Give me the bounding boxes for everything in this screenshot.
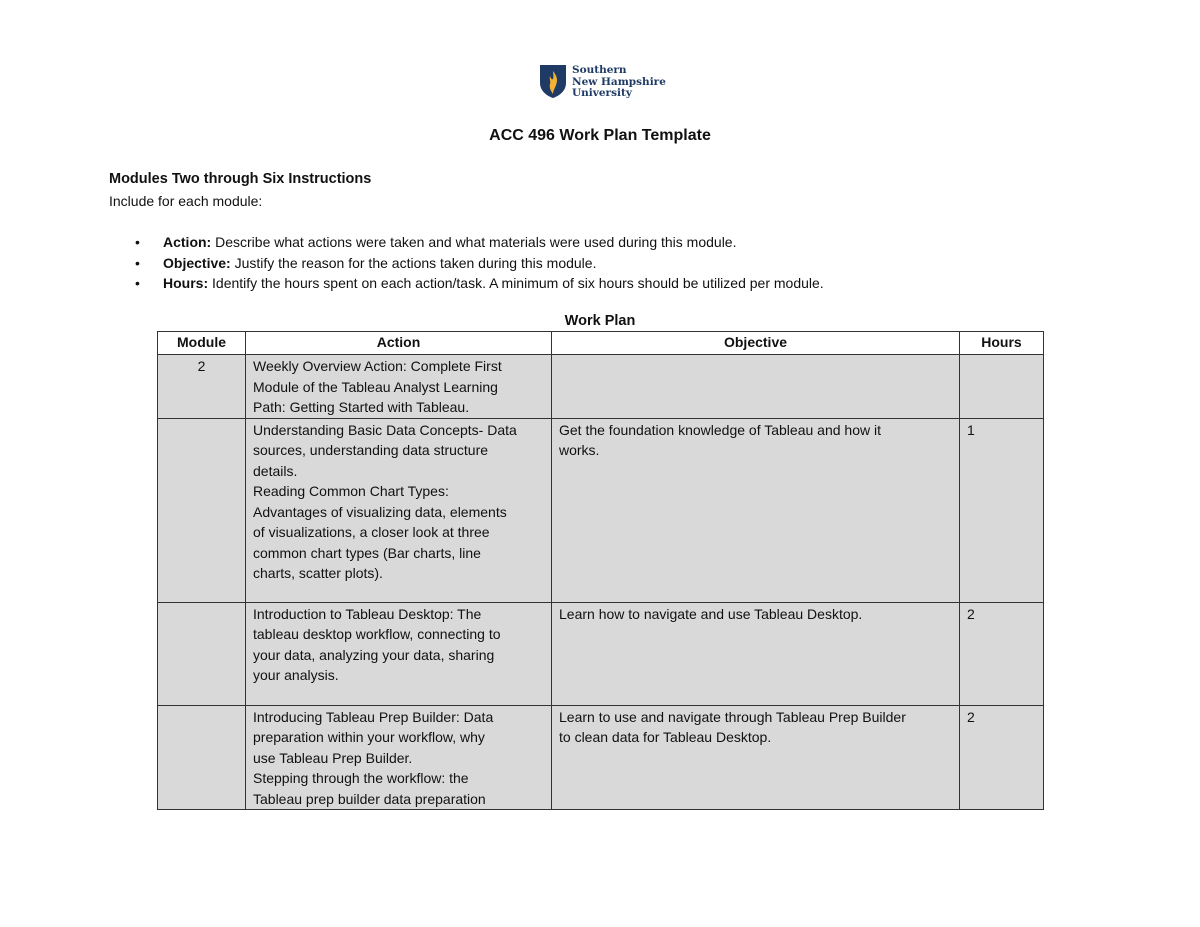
logo-line: University — [572, 87, 632, 99]
bullet-icon: • — [135, 234, 140, 250]
bullet-icon: • — [135, 275, 140, 291]
action-line: Module of the Tableau Analyst Learning — [253, 378, 498, 395]
action-line: details. — [253, 462, 298, 479]
column-header-hours: Hours — [960, 332, 1044, 355]
action-line: Introducing Tableau Prep Builder: Data — [253, 708, 494, 725]
action-line: Tableau prep builder data preparation — [253, 790, 486, 807]
bullet-term: Objective: — [163, 254, 231, 271]
table-row — [158, 418, 1044, 602]
list-item — [109, 253, 824, 274]
bullet-text: Describe what actions were taken and what materials were used during this module. — [211, 234, 737, 250]
module-cell: 2 — [158, 355, 246, 419]
action-cell — [246, 418, 552, 602]
instructions-intro: Include for each module: — [109, 193, 263, 209]
column-header-objective: Objective — [552, 332, 960, 355]
column-header-action: Action — [246, 332, 552, 355]
action-line: use Tableau Prep Builder. — [253, 749, 413, 766]
bullet-term: Hours: — [163, 275, 209, 291]
hours-cell: 2 — [960, 705, 1044, 810]
objective-cell — [552, 355, 960, 419]
objective-line: Get the foundation knowledge of Tableau and how it — [559, 421, 881, 438]
bullet-text: Justify the reason for the actions taken during this module. — [230, 254, 597, 271]
module-cell — [158, 705, 246, 810]
bullet-icon: • — [135, 254, 140, 271]
objective-line: Learn to use and navigate through Tableau Prep Builder — [559, 708, 906, 725]
logo-line: New Hampshire — [572, 75, 666, 88]
table-row — [158, 355, 1044, 419]
module-cell — [158, 418, 246, 602]
objective-cell — [552, 602, 960, 705]
table-caption: Work Plan — [564, 313, 636, 329]
action-line: Advantages of visualizing data, elements — [253, 503, 507, 520]
action-line: charts, scatter plots). — [253, 565, 383, 581]
instructions-list — [109, 232, 824, 294]
bullet-text: Identify the hours spent on each action/task. A minimum of six hours should be utilized per module. — [208, 275, 824, 291]
objective-line: to clean data for Tableau Desktop. — [559, 729, 772, 745]
bullet-term: Action: — [163, 234, 212, 250]
action-line: sources, understanding data structure — [253, 442, 489, 458]
action-cell — [246, 705, 552, 810]
column-header-module: Module — [158, 332, 246, 355]
action-cell — [246, 355, 552, 419]
action-line: Weekly Overview Action: Complete First — [253, 358, 502, 374]
action-line: Understanding Basic Data Concepts- Data — [253, 421, 517, 438]
hours-cell: 2 — [960, 602, 1044, 705]
action-line: preparation within your workflow, why — [253, 729, 485, 745]
action-line: Introduction to Tableau Desktop: The — [253, 605, 482, 622]
list-item — [109, 273, 824, 294]
objective-cell — [552, 418, 960, 602]
table-row — [158, 705, 1044, 810]
hours-cell — [960, 355, 1044, 419]
action-cell — [246, 602, 552, 705]
university-name — [572, 65, 666, 100]
action-line: your analysis. — [253, 667, 339, 683]
logo-line: Southern — [572, 64, 627, 76]
work-plan-table — [157, 331, 1044, 810]
action-line: common chart types (Bar charts, line — [253, 544, 481, 561]
module-cell — [158, 602, 246, 705]
action-line: Path: Getting Started with Tableau. — [253, 399, 470, 415]
action-line: tableau desktop workflow, connecting to — [253, 626, 501, 642]
action-line: Stepping through the workflow: the — [253, 770, 469, 786]
table-header-row — [158, 332, 1044, 355]
objective-line: works. — [559, 442, 600, 458]
instructions-heading: Modules Two through Six Instructions — [109, 171, 372, 187]
document-title: ACC 496 Work Plan Template — [489, 127, 711, 144]
hours-cell: 1 — [960, 418, 1044, 602]
table-row — [158, 602, 1044, 705]
objective-line: Learn how to navigate and use Tableau Desktop. — [559, 605, 863, 622]
action-line: Reading Common Chart Types: — [253, 483, 449, 499]
action-line: of visualizations, a closer look at three — [253, 524, 490, 540]
objective-cell — [552, 705, 960, 810]
action-line: your data, analyzing your data, sharing — [253, 646, 495, 663]
shield-flame-icon — [539, 64, 567, 99]
university-logo — [539, 64, 666, 100]
list-item — [109, 232, 824, 253]
